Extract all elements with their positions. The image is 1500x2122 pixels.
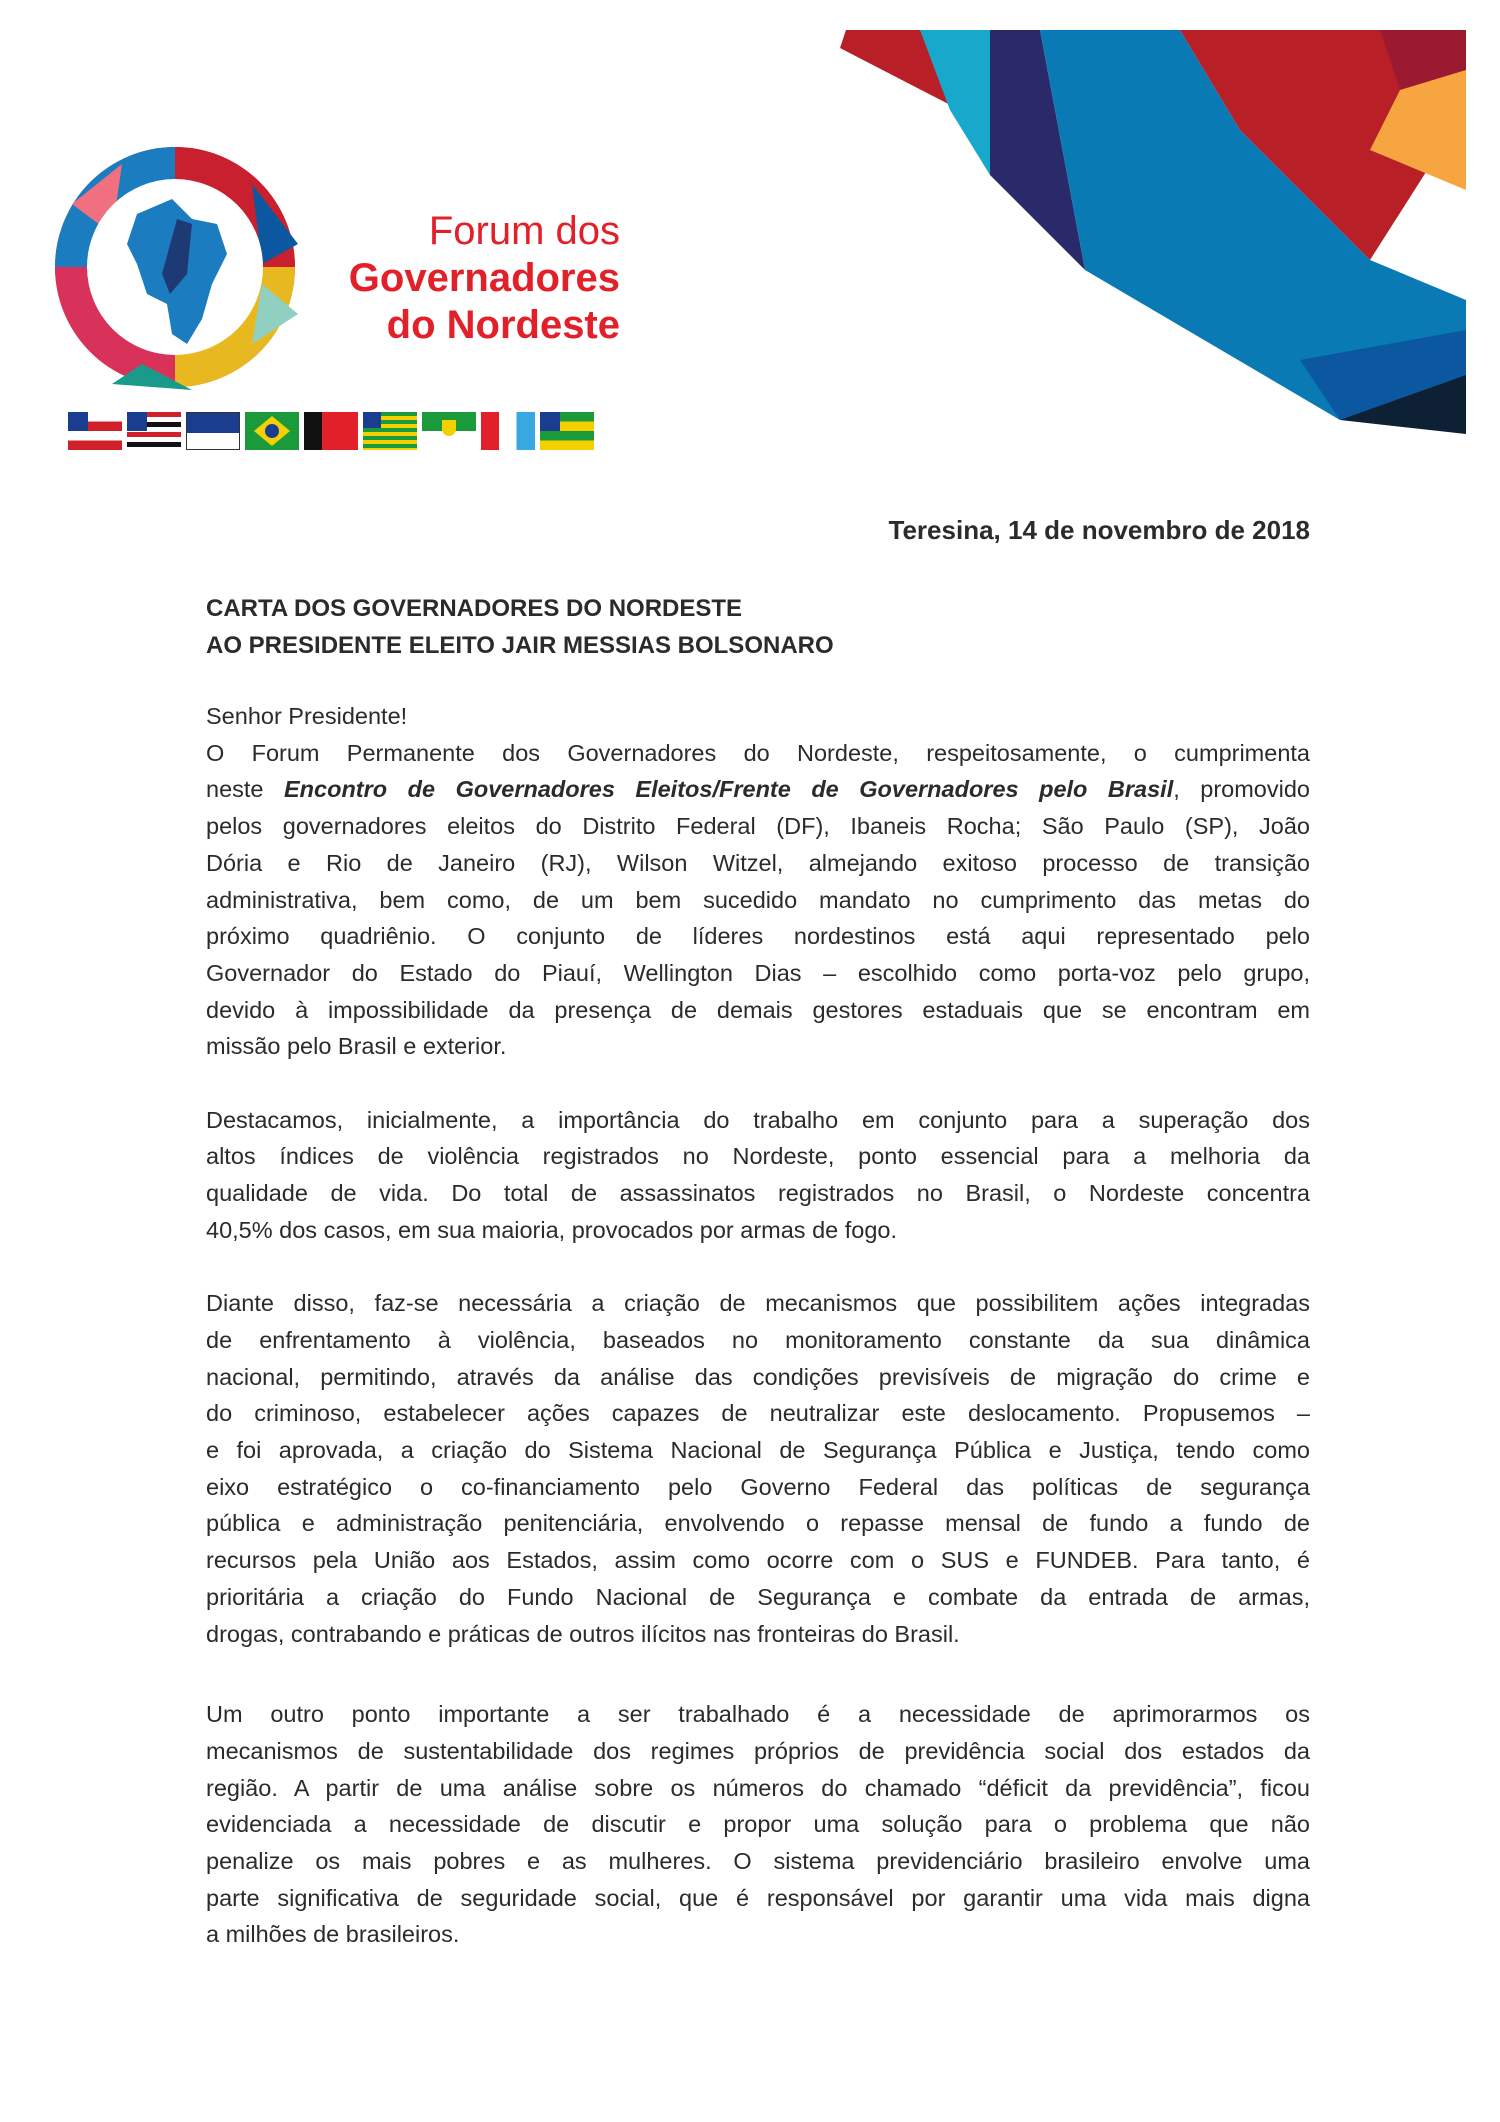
text-line: nacional, permitindo, através da análise das condições previsíveis de migração do crime e xyxy=(206,1363,1310,1390)
paragraph-2 xyxy=(206,1102,1310,1249)
flag-pernambuco xyxy=(186,412,240,450)
text-line xyxy=(206,771,1310,808)
text-line: altos índices de violência registrados no Nordeste, ponto essencial para a melhoria da xyxy=(206,1143,1310,1170)
flag-paraiba xyxy=(304,412,358,450)
text-line: e foi aprovada, a criação do Sistema Nacional de Segurança Pública e Justiça, tendo como xyxy=(206,1437,1310,1464)
flag-maranhao xyxy=(127,412,181,450)
forum-logo-emblem xyxy=(52,144,298,390)
text-line: próximo quadriênio. O conjunto de líderes nordestinos está aqui representado pelo xyxy=(206,923,1310,950)
text-line: do criminoso, estabelecer ações capazes de neutralizar este deslocamento. Propusemos – xyxy=(206,1400,1310,1427)
event-name-emphasis: Encontro de Governadores Eleitos/Frente de Governadores pelo Brasil xyxy=(284,776,1174,803)
text-span: , promovido xyxy=(1173,776,1310,803)
text-span: neste xyxy=(206,776,284,803)
flag-brasil xyxy=(245,412,299,450)
text-line: devido à impossibilidade da presença de demais gestores estaduais que se encontram em xyxy=(206,996,1310,1023)
logo-text-line1: Forum dos xyxy=(428,209,620,253)
text-line: Destacamos, inicialmente, a importância do trabalho em conjunto para a superação dos xyxy=(206,1106,1310,1133)
text-line: drogas, contrabando e práticas de outros ilícitos nas fronteiras do Brasil. xyxy=(206,1620,960,1647)
paragraph-4 xyxy=(206,1696,1310,1953)
text-line: região. A partir de uma análise sobre os números do chamado “déficit da previdência”, ficou xyxy=(206,1774,1310,1801)
text-line: Diante disso, faz-se necessária a criação de mecanismos que possibilitem ações integradas xyxy=(206,1290,1310,1317)
flag-alagoas xyxy=(481,412,535,450)
paragraph-3 xyxy=(206,1285,1310,1652)
flag-rio-grande-do-norte xyxy=(422,412,476,450)
text-line: Dória e Rio de Janeiro (RJ), Wilson Witzel, almejando exitoso processo de transição xyxy=(206,849,1310,876)
logo-text-line2: Governadores xyxy=(348,256,620,300)
flag-piaui xyxy=(363,412,417,450)
text-line: administrativa, bem como, de um bem sucedido mandato no cumprimento das metas do xyxy=(206,886,1310,913)
flag-sergipe xyxy=(540,412,594,450)
paragraph-1 xyxy=(206,698,1310,1065)
text-line: parte significativa de seguridade social, que é responsável por garantir uma vida mais digna xyxy=(206,1884,1310,1911)
text-line: evidenciada a necessidade de discutir e propor uma solução para o problema que não xyxy=(206,1811,1310,1838)
text-line: mecanismos de sustentabilidade dos regimes próprios de previdência social dos estados da xyxy=(206,1737,1310,1764)
text-line: penalize os mais pobres e as mulheres. O sistema previdenciário brasileiro envolve uma xyxy=(206,1848,1310,1875)
text-line: a milhões de brasileiros. xyxy=(206,1921,460,1948)
paragraph-1-rest xyxy=(206,808,1310,1065)
letter-title-line2: AO PRESIDENTE ELEITO JAIR MESSIAS BOLSONARO xyxy=(206,632,834,659)
text-line: 40,5% dos casos, em sua maioria, provocados por armas de fogo. xyxy=(206,1216,898,1243)
greeting: Senhor Presidente! xyxy=(206,703,408,729)
text-line: pelos governadores eleitos do Distrito Federal (DF), Ibaneis Rocha; São Paulo (SP), João xyxy=(206,813,1310,840)
state-flags-row xyxy=(68,412,594,450)
text-line: missão pelo Brasil e exterior. xyxy=(206,1033,507,1060)
logo-text-line3: do Nordeste xyxy=(386,303,620,347)
text-line: O Forum Permanente dos Governadores do Nordeste, respeitosamente, o cumprimenta xyxy=(206,739,1310,766)
letter-date: Teresina, 14 de novembro de 2018 xyxy=(888,515,1310,545)
text-line: eixo estratégico o co-financiamento pelo Governo Federal das políticas de segurança xyxy=(206,1473,1310,1500)
flag-bahia xyxy=(68,412,122,450)
letter-title-line1: CARTA DOS GOVERNADORES DO NORDESTE xyxy=(206,595,743,622)
text-line: de enfrentamento à violência, baseados no monitoramento constante da sua dinâmica xyxy=(206,1326,1310,1353)
text-line: recursos pela União aos Estados, assim como ocorre com o SUS e FUNDEB. Para tanto, é xyxy=(206,1547,1310,1574)
text-line: qualidade de vida. Do total de assassinatos registrados no Brasil, o Nordeste concentra xyxy=(206,1180,1310,1207)
text-line: pública e administração penitenciária, envolvendo o repasse mensal de fundo a fundo de xyxy=(206,1510,1310,1537)
text-line: Governador do Estado do Piauí, Wellington Dias – escolhido como porta-voz pelo grupo, xyxy=(206,959,1310,986)
letter-title xyxy=(206,590,834,664)
text-line: prioritária a criação do Fundo Nacional de Segurança e combate da entrada de armas, xyxy=(206,1583,1310,1610)
text-line: Um outro ponto importante a ser trabalhado é a necessidade de aprimorarmos os xyxy=(206,1701,1310,1728)
letter-body xyxy=(206,698,1310,1990)
